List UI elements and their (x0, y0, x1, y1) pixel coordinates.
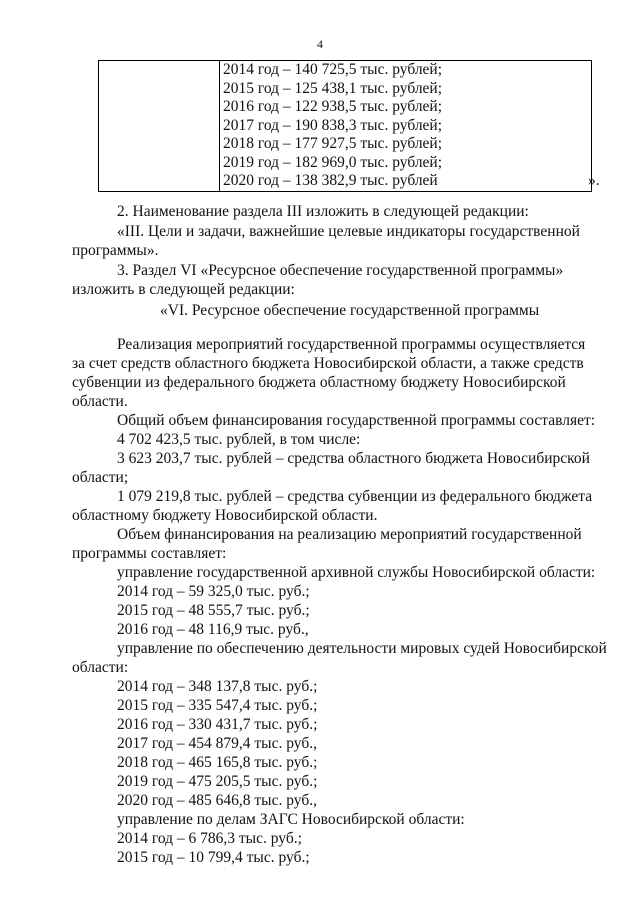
text-line: 4 702 423,5 тыс. рублей, в том числе: (117, 431, 361, 448)
year-line: 2015 год – 125 438,1 тыс. рублей; (223, 79, 443, 97)
year-line: 2018 год – 177 927,5 тыс. рублей; (223, 135, 443, 152)
years-cell (220, 61, 592, 192)
text-line: 2019 год – 475 205,5 тыс. руб.; (117, 773, 318, 790)
year-line: 2016 год – 122 938,5 тыс. рублей; (223, 98, 443, 115)
text-line: «III. Цели и задачи, важнейшие целевые индикаторы государственной (117, 223, 580, 240)
text-line: изложить в следующей редакции: (72, 281, 295, 298)
text-line: области: (72, 659, 129, 676)
text-line: программы». (72, 242, 159, 259)
text-line: Общий объем финансирования государственной программы составляет: (117, 412, 596, 429)
text-line: 2020 год – 485 646,8 тыс. руб., (117, 792, 317, 809)
text-line: 2016 год – 48 116,9 тыс. руб., (117, 621, 309, 638)
text-line: 1 079 219,8 тыс. рублей – средства субвенции из федерального бюджета (117, 488, 593, 505)
text-line: 2017 год – 454 879,4 тыс. руб., (117, 735, 317, 752)
year-line: 2017 год – 190 838,3 тыс. рублей; (223, 116, 443, 134)
text-line: Реализация мероприятий государственной программы осуществляется (117, 336, 586, 353)
text-line: 2018 год – 465 165,8 тыс. руб.; (117, 754, 318, 771)
text-line: субвенции из федерального бюджета областному бюджету Новосибирской (72, 374, 566, 391)
section-heading: «VI. Ресурсное обеспечение государственной программы (160, 302, 540, 319)
text-line: управление по делам ЗАГС Новосибирской области: (117, 811, 465, 828)
text-line: 2014 год – 348 137,8 тыс. руб.; (117, 678, 318, 695)
empty-cell (99, 61, 220, 192)
text-line: 3 623 203,7 тыс. рублей – средства областного бюджета Новосибирской (117, 450, 590, 467)
text-line: области. (72, 393, 128, 410)
text-line: 3. Раздел VI «Ресурсное обеспечение государственной программы» (117, 262, 564, 279)
text-line: областному бюджету Новосибирской области. (72, 507, 378, 524)
text-line: 2015 год – 48 555,7 тыс. руб.; (117, 602, 310, 619)
year-line: 2020 год – 138 382,9 тыс. рублей (223, 172, 438, 189)
text-line: управление по обеспечению деятельности мировых судей Новосибирской (117, 640, 607, 657)
page-number: 4 (317, 37, 323, 51)
text-line: 2016 год – 330 431,7 тыс. руб.; (117, 716, 318, 733)
text-line: 2015 год – 335 547,4 тыс. руб.; (117, 697, 318, 714)
text-line: программы составляет: (72, 545, 227, 562)
table-row (99, 61, 592, 192)
text-line: 2014 год – 6 786,3 тыс. руб.; (117, 830, 302, 847)
year-line: 2014 год – 140 725,5 тыс. рублей; (223, 61, 443, 78)
text-line: 2. Наименование раздела III изложить в следующей редакции: (117, 203, 529, 220)
text-line: области; (72, 469, 129, 486)
table-close-quote: ». (588, 172, 600, 189)
text-line: управление государственной архивной службы Новосибирской области: (117, 564, 596, 581)
year-line: 2019 год – 182 969,0 тыс. рублей; (223, 153, 443, 171)
text-line: за счет средств областного бюджета Новосибирской области, а также средств (72, 355, 584, 372)
text-line: Объем финансирования на реализацию мероприятий государственной (117, 526, 582, 543)
text-line: 2014 год – 59 325,0 тыс. руб.; (117, 583, 310, 600)
funding-table (98, 60, 592, 192)
text-line: 2015 год – 10 799,4 тыс. руб.; (117, 849, 310, 866)
